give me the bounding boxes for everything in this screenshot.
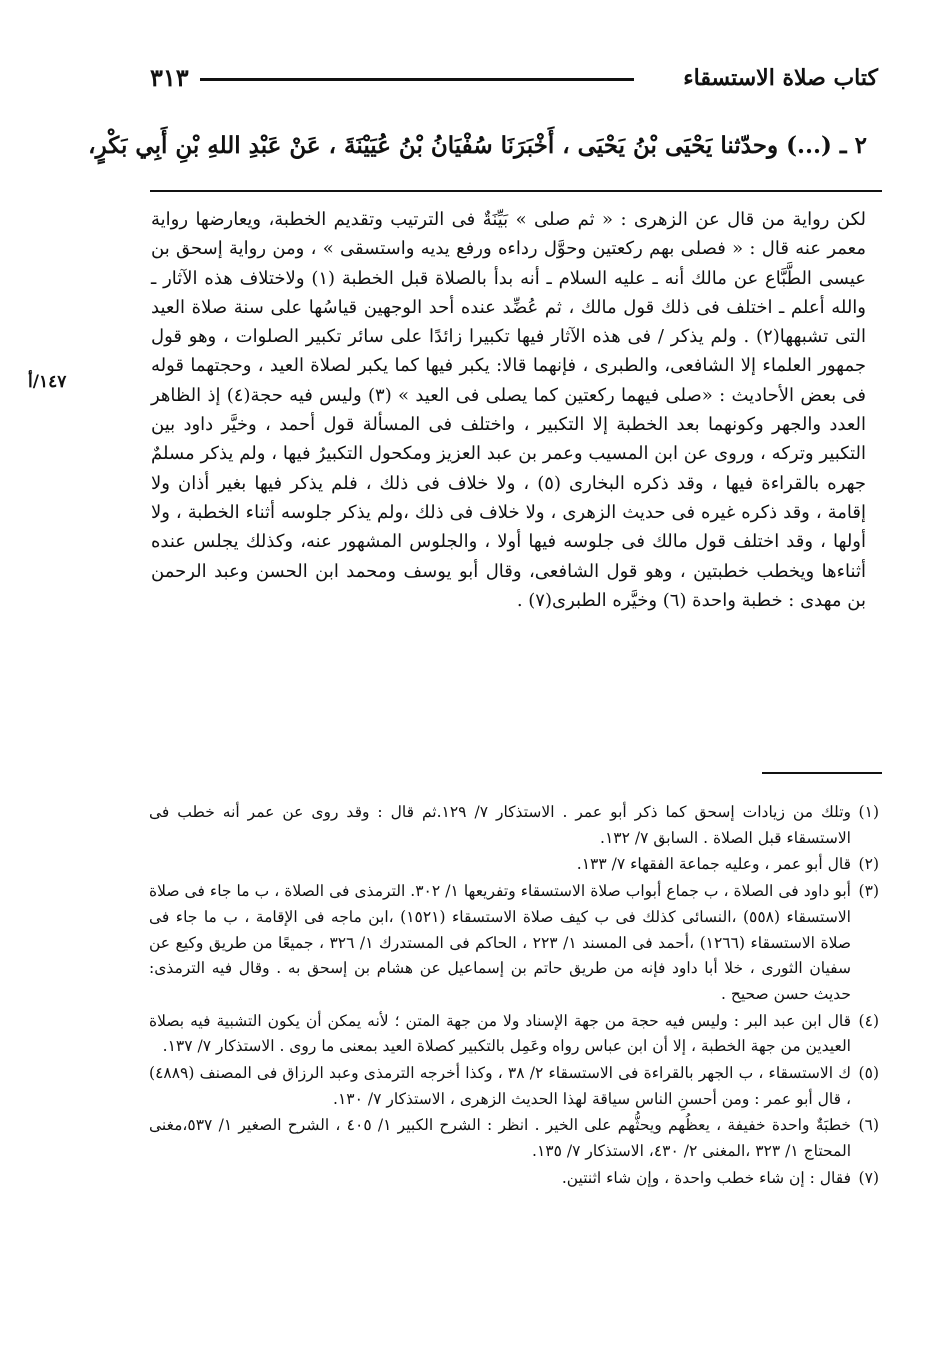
footnote-number: (٢) [858, 855, 879, 874]
footnote [149, 1113, 879, 1164]
commentary-paragraph: لكن رواية من قال عن الزهرى : « ثم صلى » بَيِّنَةٌ فى الترتيب وتقديم الخطبة، ويعارضها رواية معمر عنه قال : « فصلى بهم ركعتين وحوَّل رداءه ورفع يديه واستسقى » ، ومن رواية إسحق بن عيسى الطَّبَّاع عن مالك أنه ـ عليه السلام ـ أنه بدأ بالصلاة قبل الخطبة (١) ولاختلاف هذه الآثار ـ والله أعلم ـ اختلف فى ذلك قول مالك ، ثم عُضِّد عنده أحد الوجهين قياسُها على سنة صلاة العيد التى تشبهها(٢) . ولم يذكر / فى هذه الآثار فيها تكبيرا زائدًا على سائر تكبير الصلوات ، وهو قول جمهور العلماء إلا الشافعى، والطبرى ، فإنهما قالا: يكبر فيها كما يكبر لصلاة العيد ، وحجتهما قوله فى بعض الأحاديث : «صلى فيهما ركعتين كما يصلى فى العيد » (٣) وليس فيه حجة(٤) إذ الظاهر العدد والجهر وكونهما بعد الخطبة إلا التكبير ، واختلف فى المسألة قول أحمد ، وخيَّر داود بين التكبير وتركه ، وروى عن ابن المسيب وعمر بن عبد العزيز ومكحول التكبيرُ فيها ، ولم يذكر مسلمٌ جهره بالقراءة فيها ، وقد ذكره البخارى (٥) ، ولا خلاف فى ذلك ، فلم يذكر فيها بغير أذان ولا إقامة ، وقد ذكره غيره فى حديث الزهرى ، ولا خلاف فى ذلك ،ولم يذكر جلوسه أثناء الخطبة ، ولا أولها ، وقد اختلف قول مالك فى جلوسه فيها أولا ، والجلوس المشهور عنه، وكذلك يجلس عنده أثناءها ويخطب خطبتين ، وهو قول الشافعى، وقال أبو يوسف ومحمد ابن الحسن وعبد الرحمن بن مهدى : خطبة واحدة (٦) وخيَّره الطبرى(٧) . [151, 209, 866, 611]
footnote [149, 852, 879, 878]
footnote-number: (٥) [858, 1064, 879, 1083]
footnote-text: قال ابن عبد البر : وليس فيه حجة من جهة الإسناد ولا من جهة المتن ؛ لأنه يمكن أن يكون التشبية فيه بصلاة العيدين من جهة الخطبة ، إلا أن ابن عباس رواه وعَمِل بالتكبير كصلاة العيد بمعنى ما روى . الاستذكار ٧/ ١٣٧. [149, 1011, 851, 1056]
footnote-text: أبو داود فى الصلاة ، ب جماع أبواب صلاة الاستسقاء وتفريعها ١/ ٣٠٢. الترمذى فى الصلاة ، ب ما جاء فى صلاة الاستسقاء (٥٥٨) ،النسائى كذلك فى ب كيف صلاة الاستسقاء (١٥٢١) ،ابن ماجه فى الإقامة ، ب ما جاء فى صلاة الاستسقاء (١٢٦٦) ،أحمد فى المسند ١/ ٢٢٣ ، الحاكم فى المستدرك ١/ ٣٢٦ ، جميعًا من طريق وكيع عن سفيان الثورى ، خلا أبا داود فإنه من طريق حاتم بن إسماعيل عن هشام بن إسحق به . وقال فيه الترمذى: حديث حسن صحيح . [149, 882, 851, 1003]
footnote [149, 1009, 879, 1060]
footnote-rule [762, 772, 882, 774]
footnote-text: ك الاستسقاء ، ب الجهر بالقراءة فى الاستسقاء ٢/ ٣٨ ، وكذا أخرجه الترمذى وعبد الرزاق فى المصنف (٤٨٨٩) ، قال أبو عمر : ومن أحسنِ الناس سياقة لهذا الحديث الزهرى ، الاستذكار ٧/ ١٣٠. [149, 1064, 851, 1108]
hadith-heading: ٢ ـ (...) وحدّثنا يَحْيَى بْنُ يَحْيَى ، أَخْبَرَنَا سُفْيَانُ بْنُ عُيَيْنَةَ ، عَنْ عَبْدِ اللهِ بْنِ أَبِي بَكْرٍ، [88, 132, 867, 159]
heading-rule [150, 190, 882, 192]
footnote-number: (٦) [858, 1116, 879, 1135]
footnote [149, 879, 879, 1008]
footnote-text: وتلك من زيادات إسحق كما ذكر أبو عمر . الاستذكار ٧/ ١٢٩.ثم قال : وقد روى عن عمر أنه خطب فى الاستسقاء قبل الصلاة . السابق ٧/ ١٣٢. [149, 803, 851, 847]
header-rule [200, 78, 634, 81]
footnote-text: خطبَةٌ واحدة خفيفة ، يعظُهم ويحثُّهم على الخير . انظر : الشرح الكبير ١/ ٤٠٥ ، الشرح الصغير ١/ ٥٣٧،مغنى المحتاج ١/ ٣٢٣ ،المغنى ٢/ ٤٣٠، الاستذكار ٧/ ١٣٥. [149, 1116, 851, 1161]
footnote-text: قال أبو عمر ، وعليه جماعة الفقهاء ٧/ ١٣٣. [576, 855, 851, 874]
book-title: كتاب صلاة الاستسقاء [683, 65, 878, 91]
footnote [149, 1166, 879, 1192]
footnotes [149, 800, 879, 1193]
footnote-text: فقال : إن شاء خطب واحدة ، وإن شاء اثنتين. [561, 1168, 851, 1187]
footnote-number: (٤) [858, 1011, 879, 1030]
footnote [149, 800, 879, 851]
footnote-number: (١) [858, 803, 879, 821]
running-header [150, 62, 878, 96]
commentary-body [151, 205, 866, 615]
page-number: ٣١٣ [150, 63, 189, 92]
manuscript-folio-reference: ١٤٧/أ [28, 372, 67, 392]
footnote-number: (٣) [858, 882, 879, 901]
footnote-number: (٧) [858, 1168, 879, 1187]
footnote [149, 1061, 879, 1112]
